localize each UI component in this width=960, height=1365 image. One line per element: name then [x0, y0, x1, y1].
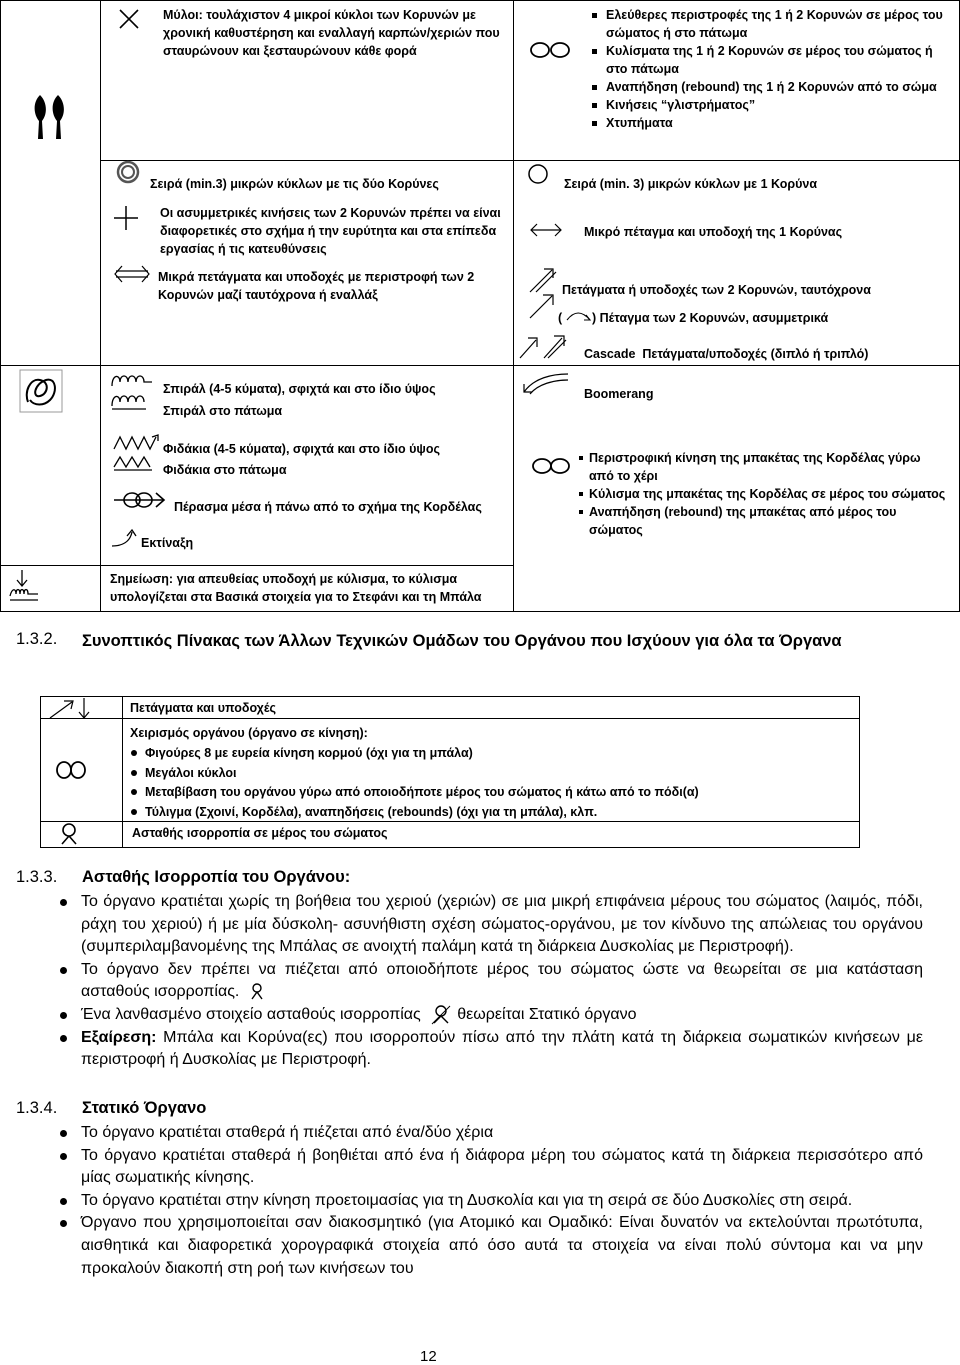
- cascade-text: Cascade Πετάγματα/υποδοχές (διπλό ή τριπλό): [584, 347, 869, 361]
- table-divider: [0, 565, 513, 566]
- list-item: Αναπήδηση (rebound) της μπακέτας από μέρος του σώματος: [577, 503, 947, 539]
- balance-icon: [250, 983, 264, 1001]
- list-item: Το όργανο κρατιέται σταθερά ή πιέζεται από ένα/δύο χέρια: [48, 1122, 923, 1145]
- list-item: [48, 1004, 923, 1027]
- summary-balance: Ασταθής ισορροπία σε μέρος του σώματος: [132, 826, 388, 840]
- section-title: Συνοπτικός Πίνακας των Άλλων Τεχνικών Ομάδων του Οργάνου που Ισχύουν για όλα τα Όργανα: [82, 632, 842, 650]
- list-item: Ελεύθερες περιστροφές της 1 ή 2 Κορυνών σε μέρος του σώματος ή στο πάτωμα: [590, 6, 950, 42]
- list-item: [48, 959, 923, 1004]
- list-item: Τύλιγμα (Σχοινί, Κορδέλα), αναπηδήσεις (rebounds) (όχι για τη μπάλα), κλπ.: [127, 803, 847, 823]
- series-two-text: Σειρά (min.3) μικρών κύκλων με τις δύο Κορύνες: [150, 177, 439, 191]
- circle-icon: [527, 163, 549, 185]
- boomerang-icon: [522, 370, 572, 396]
- throw-asym-text: ) Πέταγμα των 2 Κορυνών, ασυμμετρικά: [592, 311, 829, 325]
- section-number: 1.3.2.: [16, 630, 58, 648]
- exception-label: Εξαίρεση:: [81, 1028, 157, 1046]
- list-item: Μεταβίβαση του οργάνου γύρω από οποιοδήποτε μέρος του σώματος ή κάτω από το πόδι(α): [127, 783, 847, 803]
- clubs-icon: [30, 95, 70, 145]
- snakes-floor-text: Φιδάκια στο πάτωμα: [163, 463, 287, 477]
- list-item: Περιστροφική κίνηση της μπακέτας της Κορδέλας γύρω από το χέρι: [577, 449, 947, 485]
- section-number: 1.3.4.: [16, 1099, 58, 1117]
- boomerang-text: Boomerang: [584, 387, 654, 401]
- rotations-list: [590, 6, 950, 132]
- section-number: 1.3.3.: [16, 868, 58, 886]
- list-item: Κύλισμα της μπακέτας της Κορδέλας σε μέρος του σώματος: [577, 485, 947, 503]
- balance-icon: [58, 822, 80, 846]
- list-item: Το όργανο κρατιέται σταθερά ή βοηθιέται από ένα ή διάφορα μέρη του σώματος κατά τη διάρκεια περισσότερο από μίας σωματικής κίνησης.: [48, 1145, 923, 1190]
- double-arrow-icon: [528, 222, 564, 238]
- figure-eight-icon: [56, 760, 86, 780]
- double-arrow-icon: [112, 265, 152, 283]
- page-number: 12: [420, 1348, 437, 1365]
- section-title: Ασταθής Ισορροπία του Οργάνου:: [82, 868, 351, 886]
- table-divider: [40, 718, 860, 719]
- throws-two-text: Πετάγματα ή υποδοχές των 2 Κορυνών, ταυτόχρονα: [562, 283, 871, 297]
- throw-asym-open: (: [558, 311, 563, 325]
- small-throws-two-text: Μικρά πετάγματα και υποδοχές με περιστροφή των 2 Κορυνών μαζί ταυτόχρονα ή εναλλάξ: [158, 270, 475, 302]
- plus-icon: [114, 206, 138, 230]
- passing-icon: [112, 488, 168, 512]
- list-item: [48, 1027, 923, 1072]
- catch-roll-icon: [8, 570, 42, 604]
- spiral-floor-text: Σπιράλ στο πάτωμα: [163, 404, 283, 418]
- note-text: Σημείωση: για απευθείας υποδοχή με κύλισμα, το κύλισμα υπολογίζεται στα Βασικά στοιχεία για το Στεφάνι και τη Μπάλα: [110, 572, 482, 604]
- list-item-text: θεωρείται Στατικό όργανο: [457, 1005, 637, 1023]
- spiral-text: Σπιράλ (4-5 κύματα), σφιχτά και στο ίδιο ύψος: [163, 382, 436, 396]
- throw-arrow-icon: [528, 292, 558, 320]
- echappe-icon: [110, 528, 140, 550]
- cascade-arrows-icon: [518, 334, 568, 360]
- summary-throws: Πετάγματα και υποδοχές: [130, 701, 276, 715]
- figure-eight-icon: [530, 40, 574, 60]
- passing-text: Πέρασμα μέσα ή πάνω από το σχήμα της Κορδέλας: [174, 500, 482, 514]
- list-item: Κινήσεις “γλιστρήματος”: [590, 96, 950, 114]
- snakes-icon: [112, 433, 164, 471]
- mills-text: Μύλοι: τουλάχιστον 4 μικροί κύκλοι των Κορυνών με χρονική καθυστέρηση και εναλλαγή καρπών/χεριών που σταυρώνουν και ξεσταυρώνουν κάθε φορά: [163, 8, 500, 58]
- list-item: Κυλίσματα της 1 ή 2 Κορυνών σε μέρος του σώματος ή στο πάτωμα: [590, 42, 950, 78]
- table-divider: [100, 0, 101, 612]
- double-circle-icon: [116, 160, 140, 184]
- ribbon-icon: [20, 370, 64, 412]
- table-divider: [513, 0, 514, 612]
- handling-head: Χειρισμός οργάνου (όργανο σε κίνηση):: [130, 726, 368, 740]
- list-item-text: Το όργανο δεν πρέπει να πιέζεται από οποιοδήποτε μέρος του σώματος ώστε να θεωρείται σε μια κατάσταση ασταθούς ισορροπίας.: [81, 960, 923, 1001]
- list-item: Φιγούρες 8 με ευρεία κίνηση κορμού (όχι για τη μπάλα): [127, 744, 847, 764]
- list-item-text: Ένα λανθασμένο στοιχείο ασταθούς ισορροπίας: [81, 1005, 421, 1023]
- table-divider: [100, 160, 960, 161]
- mills-cross-icon: [118, 8, 140, 30]
- list-item: Μεγάλοι κύκλοι: [127, 764, 847, 784]
- series-one-text: Σειρά (min. 3) μικρών κύκλων με 1 Κορύνα: [564, 177, 818, 191]
- list-item: Όργανο που χρησιμοποιείται σαν διακοσμητικό (για Ατομικό και Ομαδικό: Είναι δυνατόν να εκτελούνται πρωτότυπα, αισθητικά και διαφορετικά χορογραφικά στοιχεία από όσο αυτά τα στοιχεία να είναι πολύ σύντομα και να μην προκαλούν διακοπή στη ροή των κινήσεων του: [48, 1212, 923, 1280]
- asymmetric-text: Οι ασυμμετρικές κινήσεις των 2 Κορυνών πρέπει να είναι διαφορετικές στο σχήμα ή την ευρύτητα και στα επίπεδα εργασίας ή τις κατευθύνσεις: [160, 206, 501, 256]
- spiral-icon: [110, 372, 160, 410]
- stick-list: [577, 449, 947, 539]
- list-item: Αναπήδηση (rebound) της 1 ή 2 Κορυνών από το σώμα: [590, 78, 950, 96]
- throw-arrows-icon: [528, 266, 558, 294]
- table-divider: [0, 365, 960, 366]
- asymmetric-throw-icon: [566, 308, 592, 322]
- list-item-text: Μπάλα και Κορύνα(ες) που ισορροπούν πίσω από την πλάτη κατά τη διάρκεια σωματικών κινήσεων με περιστροφή ή Δυσκολίας με Περιστροφή.: [81, 1028, 923, 1069]
- list-item: Το όργανο κρατιέται στην κίνηση προετοιμασίας για τη Δυσκολία και για τη σειρά σε δύο Δυσκολίες στη σειρά.: [48, 1190, 923, 1213]
- figure-eight-icon: [532, 456, 572, 476]
- small-throw-one-text: Μικρό πέταγμα και υποδοχή της 1 Κορύνας: [584, 225, 843, 239]
- list-item: Το όργανο κρατιέται χωρίς τη βοήθεια του χεριού (χεριών) σε μια μικρή επιφάνεια μέρους του σώματος (λαιμός, πόδι, ράχη του χεριού) ή με μία δύσκολη- ασυνήθιστη σχέση σώματος-οργάνου, με τον κίνδυνο της απώλειας του οργάνου (συμπεριλαμβανομένης της Μπάλας σε ανοιχτή παλάμη κατά τη διάρκεια Δυσκολίας με Περιστροφή).: [48, 891, 923, 959]
- wrong-balance-icon: [431, 1005, 451, 1025]
- section-title: Στατικό Όργανο: [82, 1099, 207, 1117]
- echappe-text: Εκτίναξη: [141, 536, 194, 550]
- handling-list: [127, 744, 847, 822]
- static-list: [48, 1122, 923, 1280]
- snakes-text: Φιδάκια (4-5 κύματα), σφιχτά και στο ίδιο ύψος: [163, 442, 440, 456]
- throw-catch-icon: [48, 698, 92, 720]
- balance-list: [48, 891, 923, 1072]
- list-item: Χτυπήματα: [590, 114, 950, 132]
